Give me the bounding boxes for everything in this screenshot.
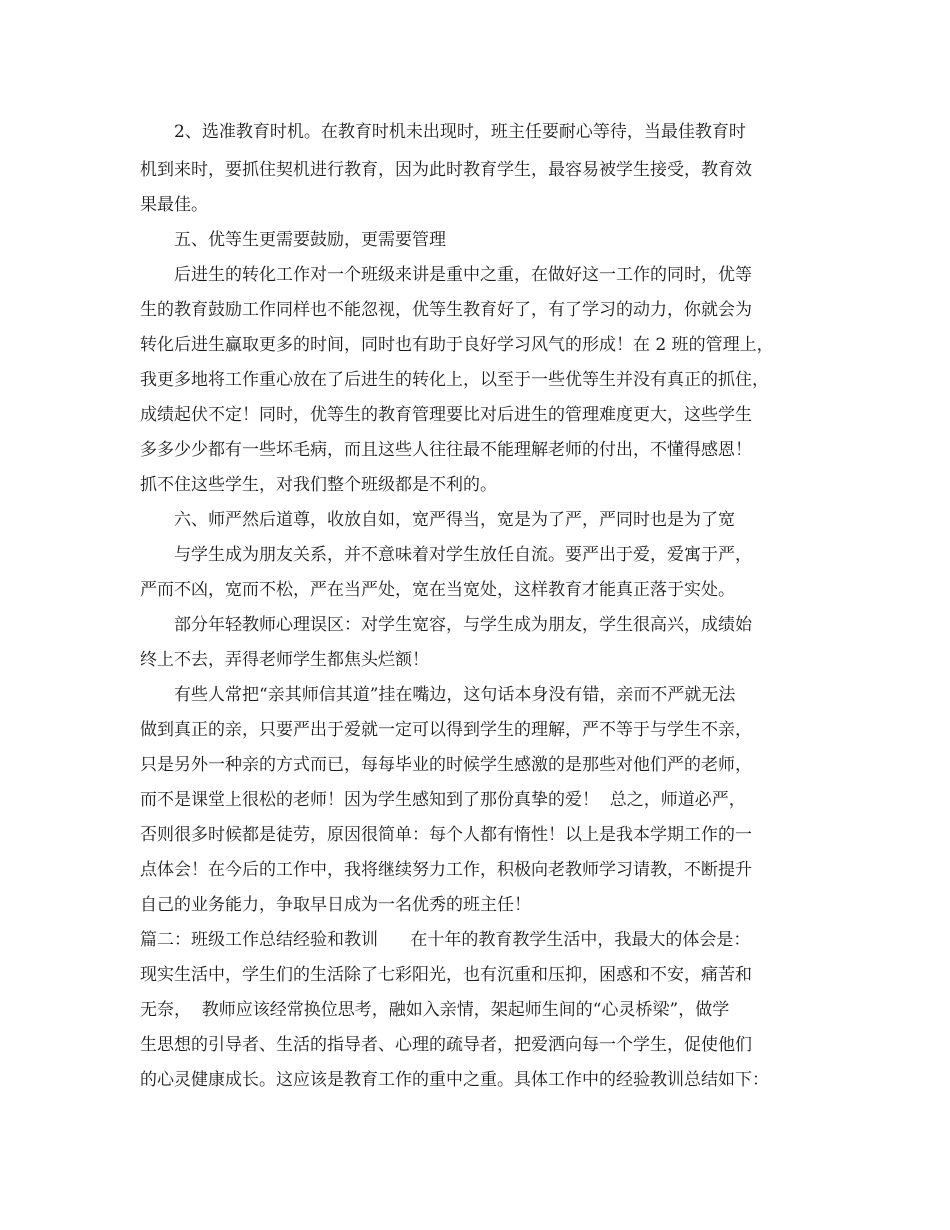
paragraph-line: 转化后进生赢取更多的时间，同时也有助于良好学习风气的形成！在 2 班的管理上， [140,335,774,355]
paragraph-line: 严而不凶，宽而不松，严在当严处，宽在当宽处，这样教育才能真正落于实处。 [140,580,735,600]
paragraph-line: 与学生成为朋友关系，并不意味着对学生放任自流。要严出于爱，爱寓于严， [174,545,752,565]
paragraph-line: 否则很多时候都是徒劳，原因很简单：每个人都有惰性！以上是我本学期工作的一 [140,825,752,845]
paragraph-line: 抓不住这些学生，对我们整个班级都是不利的。 [140,475,497,495]
paragraph-line: 果最佳。 [140,195,208,215]
paragraph-line: 多多少少都有一些坏毛病，而且这些人往往最不能理解老师的付出，不懂得感恩！ [140,440,752,460]
paragraph-line: 2、选准教育时机。在教育时机未出现时，班主任要耐心等待，当最佳教育时 [174,122,746,142]
paragraph-line: 我更多地将工作重心放在了后进生的转化上，以至于一些优等生并没有真正的抓住， [140,370,769,390]
paragraph-line: 机到来时，要抓住契机进行教育，因为此时教育学生，最容易被学生接受，教育效 [140,160,752,180]
paragraph-line: 自己的业务能力，争取早日成为一名优秀的班主任！ [140,895,531,915]
paragraph-line: 现实生活中，学生们的生活除了七彩阳光，也有沉重和压抑，困惑和不安，痛苦和 [140,965,752,985]
paragraph-line: 后进生的转化工作对一个班级来讲是重中之重，在做好这一工作的同时，优等 [174,265,752,285]
paragraph-line: 生思想的引导者、生活的指导者、心理的疏导者，把爱洒向每一个学生，促使他们 [140,1035,752,1055]
paragraph-line: 成绩起伏不定！同时，优等生的教育管理要比对后进生的管理难度更大，这些学生 [140,405,752,425]
paragraph-line: 部分年轻教师心理误区：对学生宽容，与学生成为朋友，学生很高兴，成绩始 [174,615,752,635]
paragraph-line: 有些人常把“亲其师信其道”挂在嘴边，这句话本身没有错，亲而不严就无法 [174,685,736,705]
paragraph-line: 终上不去，弄得老师学生都焦头烂额！ [140,650,429,670]
paragraph-line: 生的教育鼓励工作同样也不能忽视，优等生教育好了，有了学习的动力，你就会为 [140,300,752,320]
paragraph-line: 篇二：班级工作总结经验和教训 在十年的教育教学生活中，我最大的体会是： [140,930,751,950]
paragraph-line: 的心灵健康成长。这应该是教育工作的重中之重。具体工作中的经验教训总结如下： [140,1070,769,1090]
section-heading: 五、优等生更需要鼓励，更需要管理 [174,230,446,250]
paragraph-line: 做到真正的亲，只要严出于爱就一定可以得到学生的理解，严不等于与学生不亲， [140,720,752,740]
paragraph-line: 无奈， 教师应该经常换位思考，融如入亲情，架起师生间的“心灵桥梁”，做学 [140,1000,730,1020]
paragraph-line: 而不是课堂上很松的老师！因为学生感知到了那份真挚的爱！ 总之，师道必严， [140,790,746,810]
section-heading: 六、师严然后道尊，收放自如，宽严得当，宽是为了严，严同时也是为了宽 [174,510,735,530]
paragraph-line: 点体会！在今后的工作中，我将继续努力工作，积极向老教师学习请教，不断提升 [140,860,752,880]
paragraph-line: 只是另外一种亲的方式而已，每每毕业的时候学生感激的是那些对他们严的老师， [140,755,752,775]
